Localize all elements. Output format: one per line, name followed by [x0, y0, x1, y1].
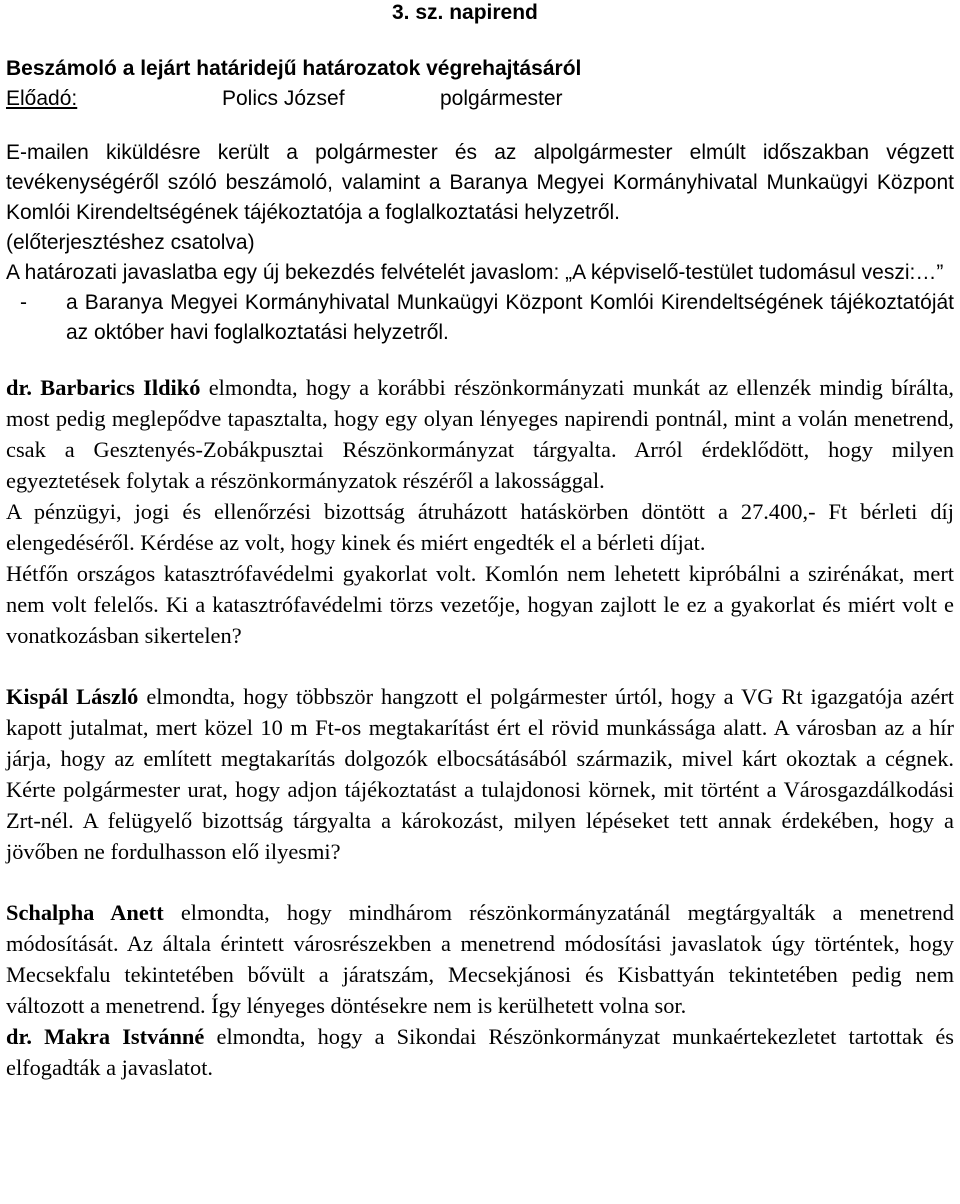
presenter-line: [6, 84, 954, 114]
speech-block: [6, 1021, 954, 1083]
speech-paragraph: A pénzügyi, jogi és ellenőrzési bizottság átruházott hatáskörben döntött a 27.400,- Ft bérleti díj elengedéséről. Kérdése az volt, hogy kinek és miért engedték el a bérleti díjat.: [6, 499, 954, 555]
speech-block: [6, 681, 954, 867]
document-title: Beszámoló a lejárt határidejű határozatok végrehajtásáról: [6, 57, 582, 80]
speech-paragraph: [6, 1021, 954, 1083]
spacer: [6, 348, 954, 372]
document-page: [6, 0, 954, 1083]
proposal-bullet: [6, 288, 954, 348]
speech-block: [6, 897, 954, 1021]
presenter-name: Polics József: [222, 87, 345, 110]
spacer: [6, 651, 954, 681]
attachment-note: (előterjesztéshez csatolva): [6, 231, 255, 254]
intro-section: [6, 138, 954, 348]
speaker-name: dr. Barbarics Ildikó: [6, 375, 201, 400]
presenter-label: Előadó:: [6, 87, 78, 110]
bullet-dash: -: [20, 291, 27, 314]
spacer: [6, 114, 954, 138]
speech-paragraph: [6, 372, 954, 496]
proposal-paragraph: A határozati javaslatba egy új bekezdés felvételét javaslom: „A képviselő-testület tudomásul veszi:…”: [6, 261, 944, 284]
bullet-text: a Baranya Megyei Kormányhivatal Munkaügyi Központ Komlói Kirendeltségének tájékoztatóját az október havi foglalkoztatási helyzetről.: [66, 291, 954, 344]
speech-text: elmondta, hogy a korábbi részönkormányzati munkát az ellenzék mindig bírálta, most pedig meglepődve tapasztalta, hogy egy olyan lényeges napirendi pontnál, mint a volán menetrend, csak a Gesztenyés-Zobákpusztai Részönkormányzat tárgyalta. Arról érdeklődött, hogy milyen egyeztetések folytak a részönkormányzatok részéről a lakossággal.: [6, 375, 954, 493]
speech-paragraph: [6, 897, 954, 1021]
speaker-name: dr. Makra Istvánné: [6, 1024, 205, 1049]
presenter-role: polgármester: [440, 87, 563, 110]
spacer: [6, 867, 954, 897]
speech-text: elmondta, hogy mindhárom részönkormányzatánál megtárgyalták a menetrend módosítását. Az általa érintett városrészekben a menetrend módosítási javaslatok úgy történtek, hogy Mecsekfalu tekintetében bővült a járatszám, Mecsekjánosi és Kisbattyán tekintetében pedig nem változott a menetrend. Így lényeges döntésekre nem is kerülhetett volna sor.: [6, 900, 954, 1018]
speaker-name: Schalpha Anett: [6, 900, 164, 925]
intro-paragraph: E-mailen kiküldésre került a polgármester és az alpolgármester elmúlt időszakban végzett tevékenységéről szóló beszámoló, valamint a Baranya Megyei Kormányhivatal Munkaügyi Központ Komlói Kirendeltségének tájékoztatója a foglalkoztatási helyzetről.: [6, 141, 954, 224]
speech-block: [6, 372, 954, 651]
speech-text: elmondta, hogy a Sikondai Részönkormányzat munkaértekezletet tartottak és elfogadták a javaslatot.: [6, 1024, 954, 1080]
speaker-name: Kispál László: [6, 684, 139, 709]
agenda-label: 3. sz. napirend: [392, 1, 538, 24]
speech-paragraph: [6, 681, 954, 867]
speech-paragraph: Hétfőn országos katasztrófavédelmi gyakorlat volt. Komlón nem lehetett kipróbálni a szirénákat, mert nem volt felelős. Ki a katasztrófavédelmi törzs vezetője, hogyan zajlott le ez a gyakorlat és miért volt e vonatkozásban sikertelen?: [6, 561, 954, 648]
speech-text: elmondta, hogy többször hangzott el polgármester úrtól, hogy a VG Rt igazgatója azért kapott jutalmat, mert közel 10 m Ft-os megtakarítást ért el rövid munkássága alatt. A városban az a hír járja, hogy az említett megtakarítás dolgozók elbocsátásából származik, mivel kárt okoztak a cégnek. Kérte polgármester urat, hogy adjon tájékoztatást a tulajdonosi körnek, mit történt a Városgazdálkodási Zrt-nél. A felügyelő bizottság tárgyalta a károkozást, milyen lépéseket tett annak érdekében, hogy a jövőben ne fordulhasson elő ilyesmi?: [6, 684, 954, 864]
